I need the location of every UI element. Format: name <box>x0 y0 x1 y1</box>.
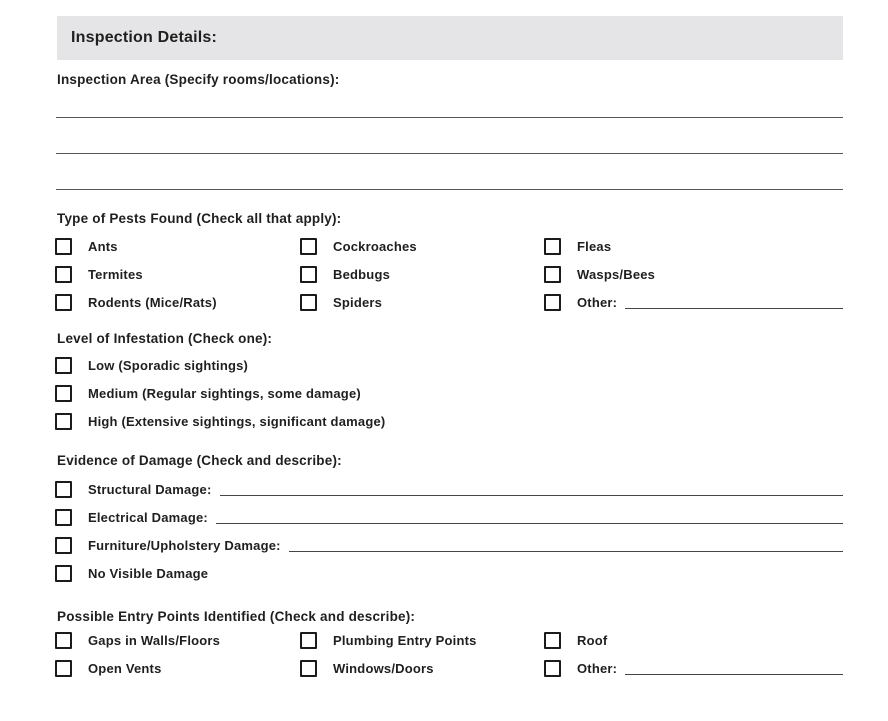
pest-option-spiders <box>300 293 382 311</box>
damage-option-furniture <box>55 536 843 554</box>
gaps-walls-floors-label: Gaps in Walls/Floors <box>88 632 221 648</box>
other-entry-checkbox[interactable] <box>544 660 561 677</box>
inspection-area-write-line-3[interactable] <box>56 189 843 190</box>
medium-infestation-label: Medium (Regular sightings, some damage) <box>88 385 361 401</box>
infestation-heading: Level of Infestation (Check one): <box>57 331 273 346</box>
no-visible-damage-checkbox[interactable] <box>55 565 72 582</box>
entry-option-roof <box>544 631 607 649</box>
spiders-checkbox[interactable] <box>300 294 317 311</box>
ants-checkbox[interactable] <box>55 238 72 255</box>
low-infestation-label: Low (Sporadic sightings) <box>88 357 249 373</box>
open-vents-label: Open Vents <box>88 660 162 676</box>
wasps-bees-label: Wasps/Bees <box>577 266 656 282</box>
inspection-area-write-line-2[interactable] <box>56 153 843 154</box>
entry-option-plumbing <box>300 631 477 649</box>
entry-option-windows-doors <box>300 659 434 677</box>
furniture-damage-checkbox[interactable] <box>55 537 72 554</box>
windows-doors-label: Windows/Doors <box>333 660 434 676</box>
pests-heading: Type of Pests Found (Check all that apply): <box>57 211 342 226</box>
pest-option-ants <box>55 237 118 255</box>
plumbing-entry-checkbox[interactable] <box>300 632 317 649</box>
low-infestation-checkbox[interactable] <box>55 357 72 374</box>
pest-option-fleas <box>544 237 611 255</box>
bedbugs-checkbox[interactable] <box>300 266 317 283</box>
infestation-option-medium <box>55 384 361 402</box>
high-infestation-label: High (Extensive sightings, significant damage) <box>88 413 386 429</box>
rodents-checkbox[interactable] <box>55 294 72 311</box>
open-vents-checkbox[interactable] <box>55 660 72 677</box>
structural-damage-checkbox[interactable] <box>55 481 72 498</box>
high-infestation-checkbox[interactable] <box>55 413 72 430</box>
infestation-option-high <box>55 412 385 430</box>
electrical-damage-write-line[interactable] <box>216 523 843 524</box>
entry-option-gaps <box>55 631 220 649</box>
ants-label: Ants <box>88 238 118 254</box>
structural-damage-write-line[interactable] <box>220 495 843 496</box>
other-entry-label: Other: <box>577 660 618 676</box>
furniture-damage-label: Furniture/Upholstery Damage: <box>88 537 281 553</box>
pest-option-rodents <box>55 293 217 311</box>
roof-label: Roof <box>577 632 608 648</box>
other-pest-write-line[interactable] <box>625 308 843 309</box>
wasps-bees-checkbox[interactable] <box>544 266 561 283</box>
gaps-walls-floors-checkbox[interactable] <box>55 632 72 649</box>
pest-option-wasps-bees <box>544 265 655 283</box>
entry-option-open-vents <box>55 659 162 677</box>
spiders-label: Spiders <box>333 294 383 310</box>
termites-label: Termites <box>88 266 143 282</box>
pest-option-bedbugs <box>300 265 390 283</box>
bedbugs-label: Bedbugs <box>333 266 391 282</box>
plumbing-entry-label: Plumbing Entry Points <box>333 632 477 648</box>
electrical-damage-label: Electrical Damage: <box>88 509 208 525</box>
damage-option-structural <box>55 480 843 498</box>
other-pest-label: Other: <box>577 294 618 310</box>
infestation-option-low <box>55 356 248 374</box>
termites-checkbox[interactable] <box>55 266 72 283</box>
cockroaches-label: Cockroaches <box>333 238 417 254</box>
damage-option-electrical <box>55 508 843 526</box>
no-visible-damage-label: No Visible Damage <box>88 565 209 581</box>
damage-option-none <box>55 564 208 582</box>
structural-damage-label: Structural Damage: <box>88 481 212 497</box>
cockroaches-checkbox[interactable] <box>300 238 317 255</box>
pest-option-other <box>544 293 843 311</box>
fleas-checkbox[interactable] <box>544 238 561 255</box>
inspection-area-label: Inspection Area (Specify rooms/locations): <box>57 72 340 87</box>
furniture-damage-write-line[interactable] <box>289 551 843 552</box>
other-entry-write-line[interactable] <box>625 674 843 675</box>
fleas-label: Fleas <box>577 238 612 254</box>
electrical-damage-checkbox[interactable] <box>55 509 72 526</box>
entry-option-other <box>544 659 843 677</box>
inspection-area-write-line-1[interactable] <box>56 117 843 118</box>
medium-infestation-checkbox[interactable] <box>55 385 72 402</box>
pest-option-termites <box>55 265 143 283</box>
other-pest-checkbox[interactable] <box>544 294 561 311</box>
pest-option-cockroaches <box>300 237 417 255</box>
roof-checkbox[interactable] <box>544 632 561 649</box>
damage-heading: Evidence of Damage (Check and describe): <box>57 453 342 468</box>
entry-points-heading: Possible Entry Points Identified (Check and describe): <box>57 609 416 624</box>
windows-doors-checkbox[interactable] <box>300 660 317 677</box>
rodents-label: Rodents (Mice/Rats) <box>88 294 217 310</box>
section-header-title: Inspection Details: <box>71 29 218 46</box>
section-header-bar <box>57 16 843 60</box>
